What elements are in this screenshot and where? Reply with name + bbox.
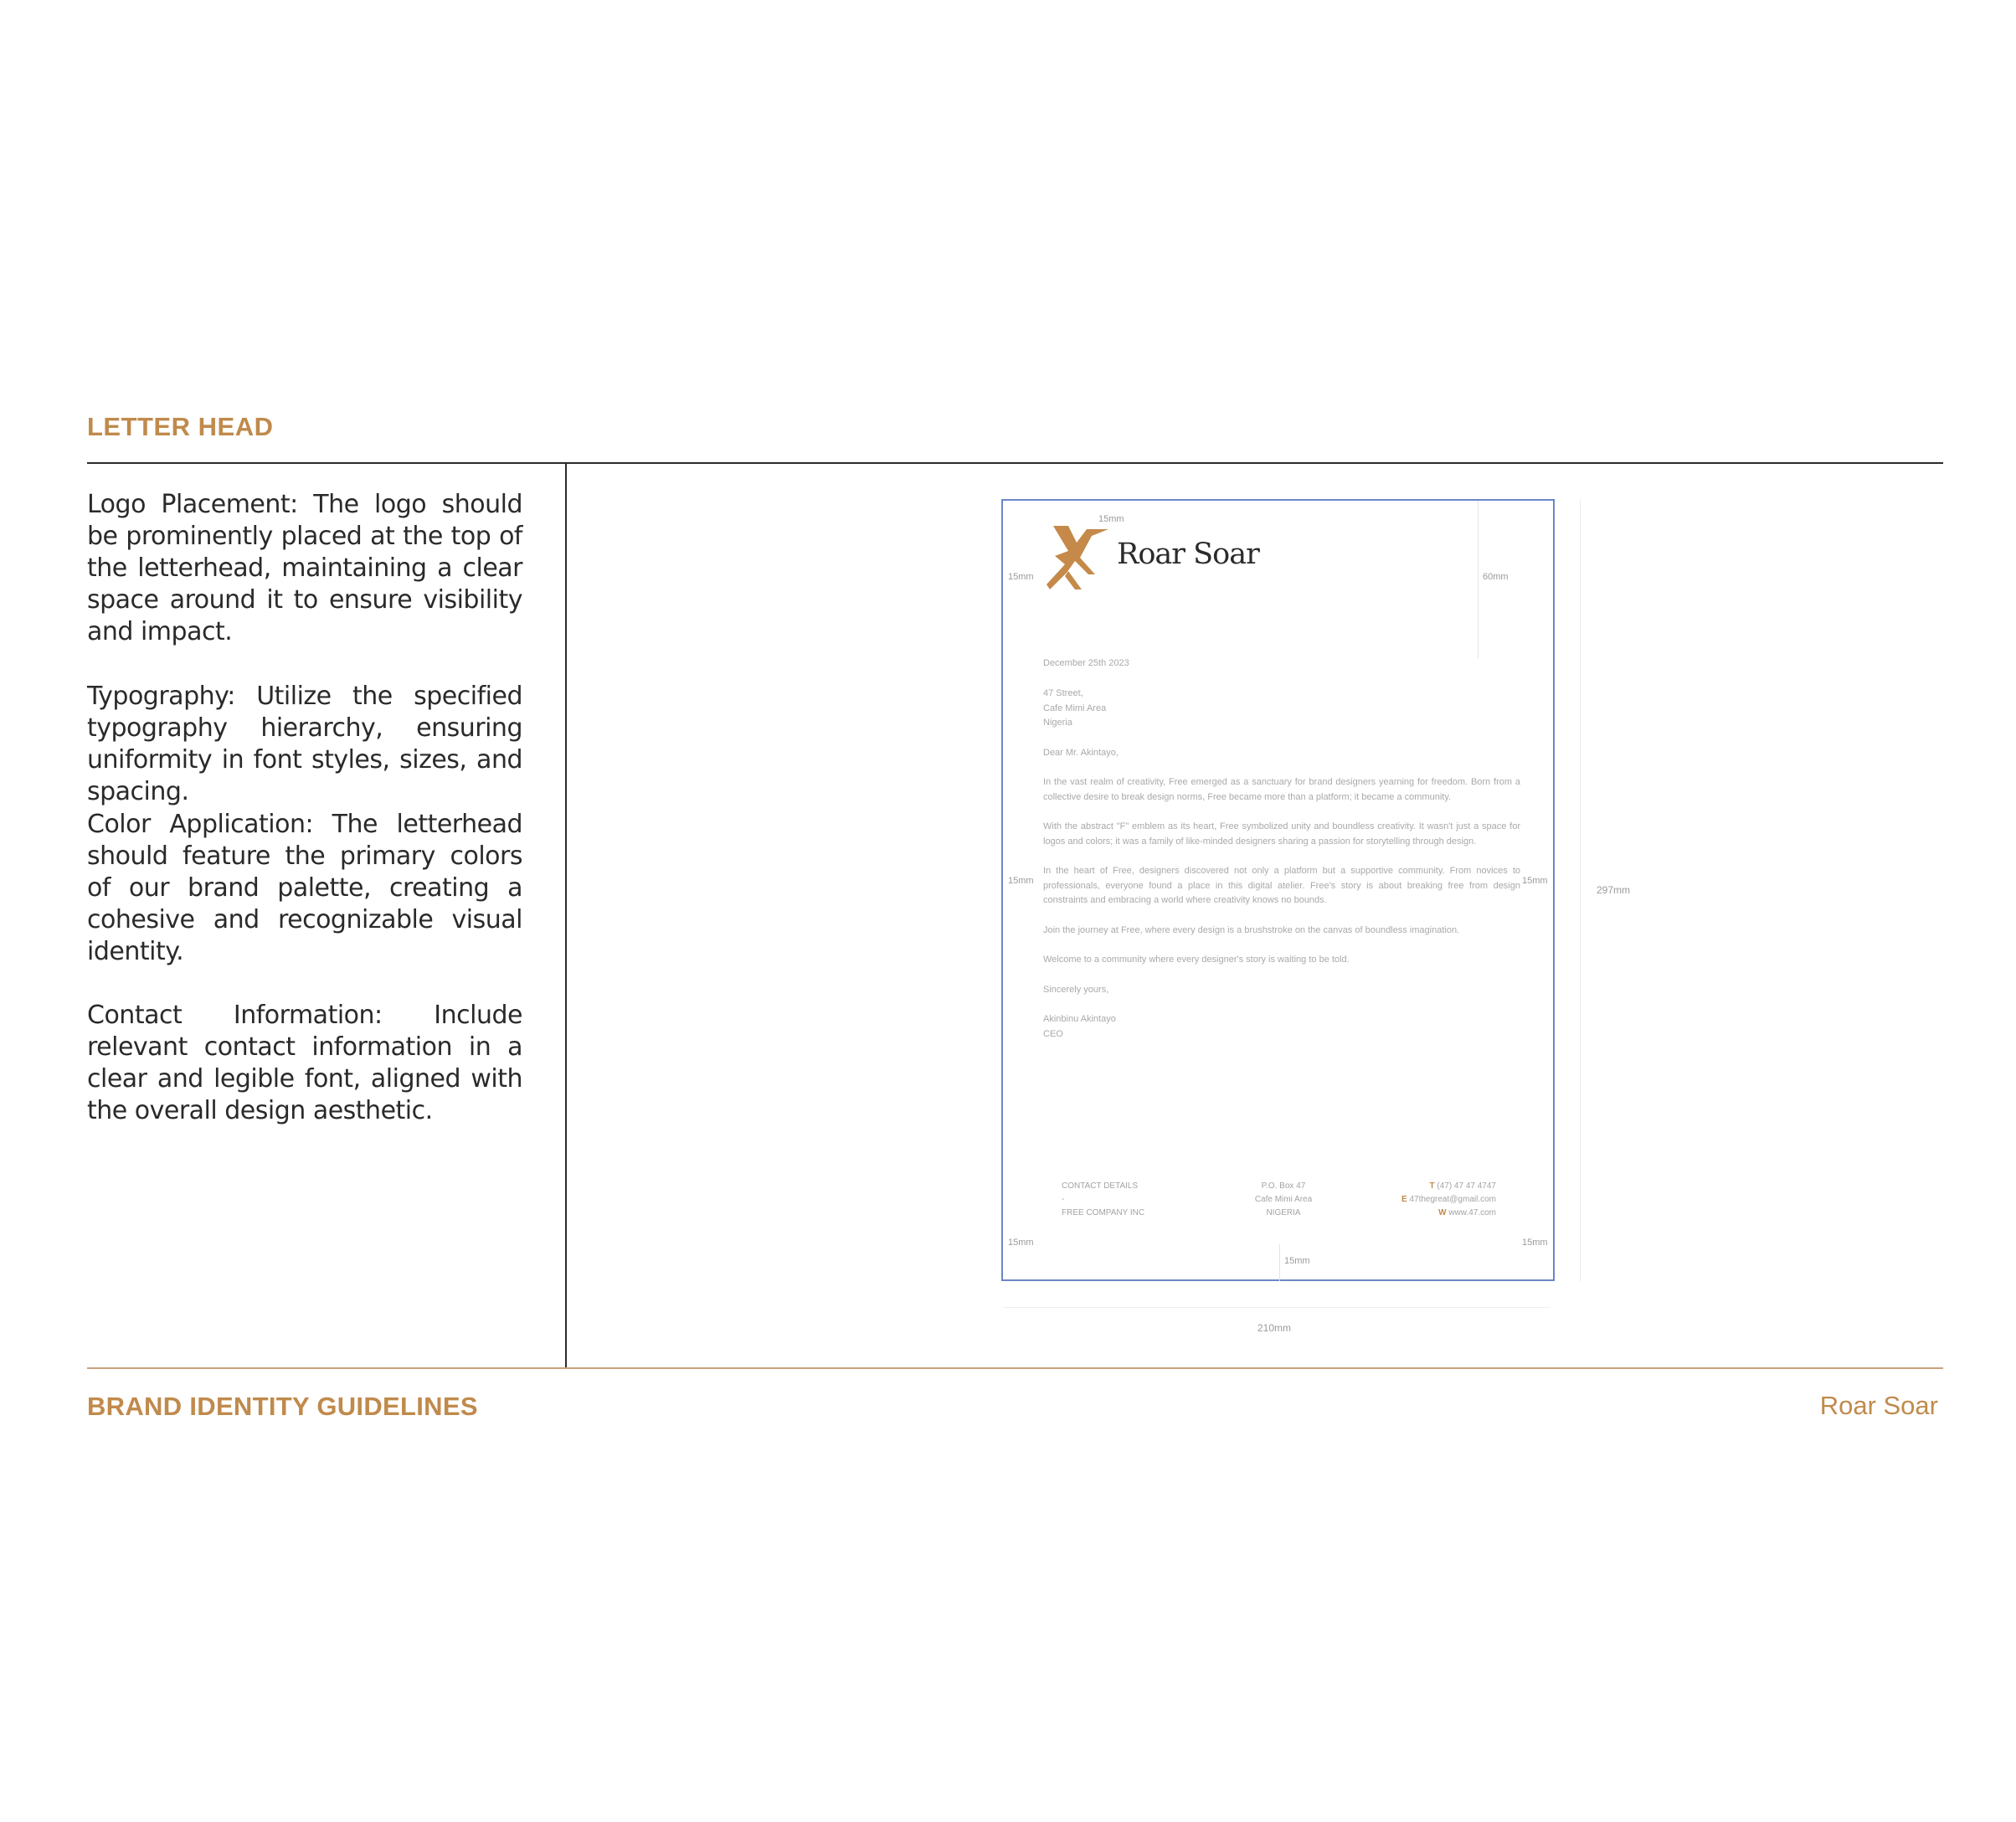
column-divider	[565, 462, 567, 1367]
guideline-typography: Typography: Utilize the specified typography hierarchy, ensuring uniformity in font styles, sizes, and spacing.	[87, 682, 522, 806]
contact-line: Cafe Mimi Area	[1254, 1195, 1313, 1204]
width-guide-line	[1003, 1307, 1551, 1308]
roar-soar-logo-icon	[1043, 524, 1110, 591]
dim-logo-left: 15mm	[1008, 572, 1034, 582]
contact-line: CONTACT DETAILS	[1062, 1181, 1139, 1191]
address-line: Cafe Mimi Area	[1043, 703, 1107, 713]
letter-paragraph: In the vast realm of creativity, Free emerged as a sanctuary for brand designers yearning for freedom. Born from a collective desire to break design norms, Free became more than a platform; it became a community.	[1043, 777, 1520, 802]
guideline-contact-information: Contact Information: Include relevant contact information in a clear and legible font, aligned with the overall design aesthetic.	[87, 1001, 522, 1125]
contact-email: E 47thegreat@gmail.com	[1401, 1195, 1496, 1204]
dim-page-width: 210mm	[1257, 1322, 1292, 1334]
header-guide	[1478, 501, 1479, 658]
address-line: 47 Street,	[1043, 688, 1083, 698]
dim-bottom-margin: 15mm	[1284, 1256, 1310, 1266]
contact-column-address	[1246, 1180, 1321, 1220]
bottom-rule	[87, 1367, 1943, 1369]
signer-title: CEO	[1043, 1028, 1063, 1039]
letter-closing: Sincerely yours,	[1043, 984, 1109, 995]
footer-document-title: BRAND IDENTITY GUIDELINES	[87, 1392, 478, 1421]
dim-bottom-left: 15mm	[1008, 1238, 1034, 1248]
dim-logo-top: 15mm	[1098, 514, 1124, 524]
dim-page-height: 297mm	[1597, 884, 1631, 896]
dim-right-margin: 15mm	[1522, 876, 1548, 886]
section-title: LETTER HEAD	[87, 412, 274, 441]
signer-name: Akinbinu Akintayo	[1043, 1014, 1116, 1024]
contact-phone: T (47) 47 47 4747	[1429, 1181, 1496, 1191]
contact-line: P.O. Box 47	[1261, 1181, 1306, 1191]
guideline-color-application: Color Application: The letterhead should feature the primary colors of our brand palette, creating a cohesive and recognizable visual identity.	[87, 810, 522, 966]
brand-wordmark: Roar Soar	[1117, 538, 1259, 571]
letter-paragraph: In the heart of Free, designers discovered not only a platform but a supportive community. From novices to professionals, everyone found a place in this digital atelier. Free's story is about breaking free from design constraints and embracing a world where creativity knows no bounds.	[1043, 866, 1520, 905]
contact-website: W www.47.com	[1438, 1208, 1496, 1217]
letter-paragraph: Welcome to a community where every designer's story is waiting to be told.	[1043, 955, 1350, 965]
letter-paragraph: Join the journey at Free, where every design is a brushstroke on the canvas of boundless imagination.	[1043, 924, 1460, 935]
letterhead-page	[1001, 499, 1555, 1281]
letter-body	[1043, 775, 1520, 1042]
letter-salutation: Dear Mr. Akintayo,	[1043, 748, 1119, 758]
height-guide-line	[1580, 499, 1581, 1281]
contact-line: NIGERIA	[1266, 1208, 1301, 1217]
letter-date: December 25th 2023	[1043, 658, 1129, 668]
bottom-guide	[1279, 1244, 1280, 1281]
contact-line: FREE COMPANY INC	[1062, 1208, 1145, 1217]
address-line: Nigeria	[1043, 718, 1072, 728]
footer-brand-name: Roar Soar	[1819, 1391, 1938, 1420]
dim-bottom-right: 15mm	[1522, 1238, 1548, 1248]
contact-line: -	[1062, 1195, 1065, 1204]
letter-paragraph: With the abstract "F" emblem as its heart, Free symbolized unity and boundless creativity. It wasn't just a space for logos and colors; it was a family of like-minded designers sharing a passion for storytelling through design.	[1043, 821, 1520, 847]
contact-column-company	[1062, 1180, 1144, 1220]
dim-left-margin: 15mm	[1008, 876, 1034, 886]
top-rule	[87, 462, 1943, 464]
letter-address	[1043, 687, 1520, 731]
dim-header-height: 60mm	[1483, 572, 1509, 582]
contact-column-details	[1401, 1180, 1496, 1220]
guideline-logo-placement: Logo Placement: The logo should be prominently placed at the top of the letterhead, maintaining a clear space around it to ensure visibility and impact.	[87, 490, 522, 646]
